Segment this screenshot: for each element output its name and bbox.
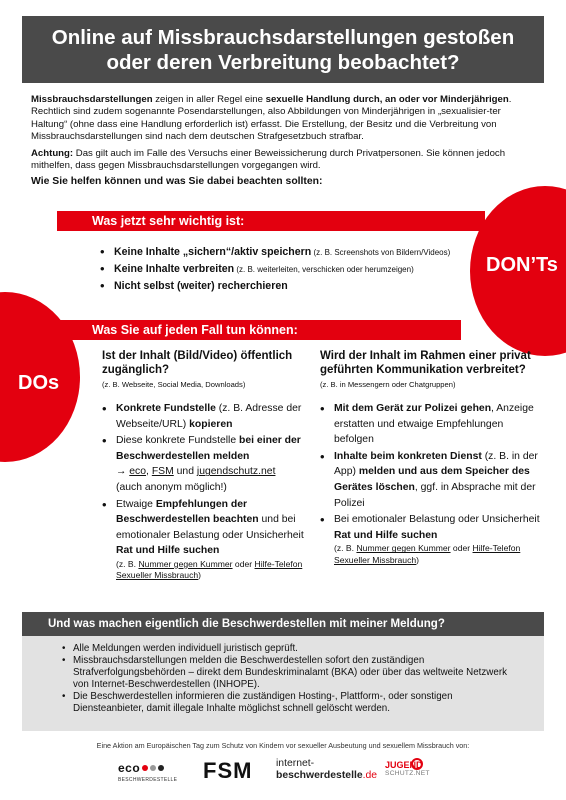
- anonymous-note: (auch anonym möglich!): [116, 481, 227, 493]
- private-list: [320, 401, 540, 566]
- dont-note: (z. B. Screenshots von Bildern/Videos): [311, 248, 451, 257]
- footer-credit: Eine Aktion am Europäischen Tag zum Schutz von Kindern vor sexueller Ausbeutung und sexuellem Missbrauch von:: [96, 741, 470, 750]
- item-bold: Inhalte beim konkreten Dienst: [334, 450, 482, 462]
- jugendschutz-logo[interactable]: [385, 760, 435, 788]
- list-item: [102, 401, 312, 432]
- item-bold: Mit dem Gerät zur Polizei gehen: [334, 403, 492, 414]
- eco-link[interactable]: eco: [129, 466, 147, 478]
- list-item: [320, 449, 540, 511]
- item-text: Etwaige: [116, 498, 156, 510]
- eco-wordmark: eco: [118, 761, 141, 775]
- help-note: [334, 543, 540, 566]
- list-item: [102, 433, 312, 495]
- dont-text: Nicht selbst (weiter) recherchieren: [114, 280, 288, 292]
- hilfetelefon-link[interactable]: Hilfe-Telefon Sexueller Missbrauch: [116, 558, 303, 581]
- internet-beschwerdestelle-logo[interactable]: [276, 758, 377, 782]
- arrow-icon: →: [116, 466, 130, 478]
- intro-text: zeigen in aller Regel eine: [152, 94, 266, 105]
- info-box-heading: Und was machen eigentlich die Beschwerdestellen mit meiner Meldung?: [22, 612, 544, 636]
- list-item: [320, 512, 540, 566]
- intro-text-2: . Rechtlich sind zudem sogenannte Posendarstellungen, also Abbildungen von Minderjährigen in „sexualisier-ter Haltung“ (ohne dass eine Handlung erforderlich ist) erfasst. Die Erstellung, der Besitz und die Verbreitung von Missbrauchsdarstellungen sind nach dem deutschen Strafgesetzbuch strafbar.: [31, 94, 512, 143]
- dos-private-column: [320, 350, 540, 567]
- dont-text: Keine Inhalte verbreiten: [114, 263, 235, 275]
- title-line-2: oder deren Verbreitung beobachtet?: [106, 51, 460, 74]
- donts-list: [100, 244, 490, 295]
- page-title: [22, 16, 544, 83]
- list-item: [100, 278, 490, 295]
- note-text: oder: [450, 543, 473, 554]
- partner-logos: [0, 754, 566, 790]
- list-item: [100, 244, 490, 261]
- dos-label: DOs: [18, 372, 60, 394]
- public-list: [102, 401, 312, 582]
- private-heading: Wird der Inhalt im Rahmen einer privat geführten Kommunikation verbreitet?: [320, 350, 531, 376]
- jugendschutz-link[interactable]: jugendschutz.net: [196, 466, 276, 478]
- list-item: • Missbrauchsdarstellungen melden die Beschwerdestellen sofort den zuständigen Strafverfolgungsbehörden – direkt dem Bundeskriminalamt (BKA) oder über das weltweite Netzwerk von Internet-Beschwerdestellen (INHOPE).: [62, 655, 524, 691]
- list-item: [100, 261, 490, 278]
- complaint-office-info-box: [22, 612, 544, 731]
- public-subheading: (z. B. Webseite, Social Media, Downloads): [102, 380, 246, 389]
- fsm-link[interactable]: FSM: [151, 466, 174, 478]
- public-heading: Ist der Inhalt (Bild/Video) öffentlich zugänglich?: [102, 350, 293, 376]
- intro-paragraph-2: [31, 148, 539, 173]
- item-bold: Rat und Hilfe suchen: [116, 545, 220, 557]
- ring-icon: [411, 758, 423, 770]
- donts-banner: Was jetzt sehr wichtig ist:: [57, 211, 485, 231]
- item-text: Diese konkrete Fundstelle: [116, 435, 240, 447]
- item-text: , ggf. in Absprache mit der Polizei: [334, 481, 536, 509]
- item-text: (z. B. in der App): [334, 450, 538, 478]
- dont-text: Keine Inhalte „sichern“/aktiv speichern: [114, 246, 312, 258]
- kummer-link[interactable]: Nummer gegen Kummer: [356, 543, 451, 554]
- eco-logo[interactable]: [118, 759, 177, 783]
- note-text: oder: [232, 558, 255, 569]
- eco-subline: BESCHWERDESTELLE: [118, 777, 178, 783]
- dos-banner: Was Sie auf jeden Fall tun können:: [57, 320, 461, 340]
- item-text: und bei emotionaler Belastung oder Unsicherheit: [116, 514, 304, 541]
- dot-icon: [150, 765, 156, 771]
- dos-public-column: [102, 350, 312, 583]
- item-bold: Empfehlungen der Beschwerdestellen beachten: [116, 498, 259, 526]
- list-item: [320, 401, 540, 448]
- item-bold: Rat und Hilfe suchen: [334, 529, 438, 541]
- list-item: • Alle Meldungen werden individuell juristisch geprüft.: [62, 643, 524, 655]
- list-item: [102, 497, 312, 582]
- attention-label: Achtung:: [31, 147, 74, 159]
- report-links: [116, 464, 312, 480]
- dot-icon: [142, 765, 148, 771]
- item-text: (z. B. Adresse der Webseite/URL): [116, 403, 302, 430]
- note-text: ): [198, 570, 202, 581]
- intro-paragraph-1: [31, 94, 539, 144]
- help-note: [116, 559, 312, 582]
- note-text: ): [416, 554, 420, 565]
- ib-word: beschwerdestelle: [276, 770, 363, 781]
- hilfetelefon-link[interactable]: Hilfe-Telefon Sexueller Missbrauch: [334, 543, 521, 565]
- ib-line-1: internet-: [276, 758, 315, 769]
- intro-term: Missbrauchsdarstellungen: [31, 94, 153, 105]
- info-box-list: [22, 636, 544, 716]
- item-bold: melden und aus dem Speicher des Gerätes löschen: [334, 466, 530, 493]
- item-bold: kopieren: [189, 418, 233, 430]
- ib-tld: .de: [362, 770, 378, 781]
- kummer-link[interactable]: Nummer gegen Kummer: [138, 558, 233, 569]
- separator: ,: [146, 466, 152, 478]
- dont-note: (z. B. weiterleiten, verschicken oder herumzeigen): [234, 265, 414, 274]
- js-line-2: SCHUTZ.NET: [385, 770, 430, 777]
- private-subheading: (z. B. in Messengern oder Chatgruppen): [320, 380, 456, 389]
- item-text: , Anzeige erstatten und etwaige Empfehlungen befolgen: [334, 403, 534, 446]
- intro-emphasis: sexuelle Handlung durch, an oder vor Minderjährigen: [265, 94, 509, 105]
- help-heading: Wie Sie helfen können und was Sie dabei beachten sollten:: [31, 176, 323, 188]
- dot-icon: [158, 765, 164, 771]
- list-item: • Die Beschwerdestellen informieren die zuständigen Hosting-, Plattform-, oder sonstigen Diensteanbieter, damit illegale Inhalte möglichst schnell gelöscht werden.: [62, 691, 524, 715]
- fsm-logo[interactable]: FSM: [203, 758, 253, 783]
- conjunction: und: [173, 466, 197, 478]
- intro-section: [31, 94, 539, 193]
- note-text: (z. B.: [116, 558, 139, 569]
- note-text: (z. B.: [334, 543, 357, 554]
- item-bold: bei einer der Beschwerdestellen melden: [116, 435, 301, 462]
- ib-line-2: [276, 770, 377, 782]
- title-line-1: Online auf Missbrauchsdarstellungen gestoßen: [51, 26, 515, 49]
- js-line-1: JUGEND: [385, 760, 423, 770]
- item-bold: Konkrete Fundstelle: [116, 403, 216, 414]
- donts-label: DON’Ts: [486, 254, 558, 276]
- item-text: Bei emotionaler Belastung oder Unsicherheit: [334, 514, 540, 526]
- attention-text: Das gilt auch im Falle des Versuchs einer Beweissicherung durch Privatpersonen. Sie können jedoch mithelfen, dass gegen Missbrauchsdarstellungen vorgegangen wird.: [31, 147, 506, 172]
